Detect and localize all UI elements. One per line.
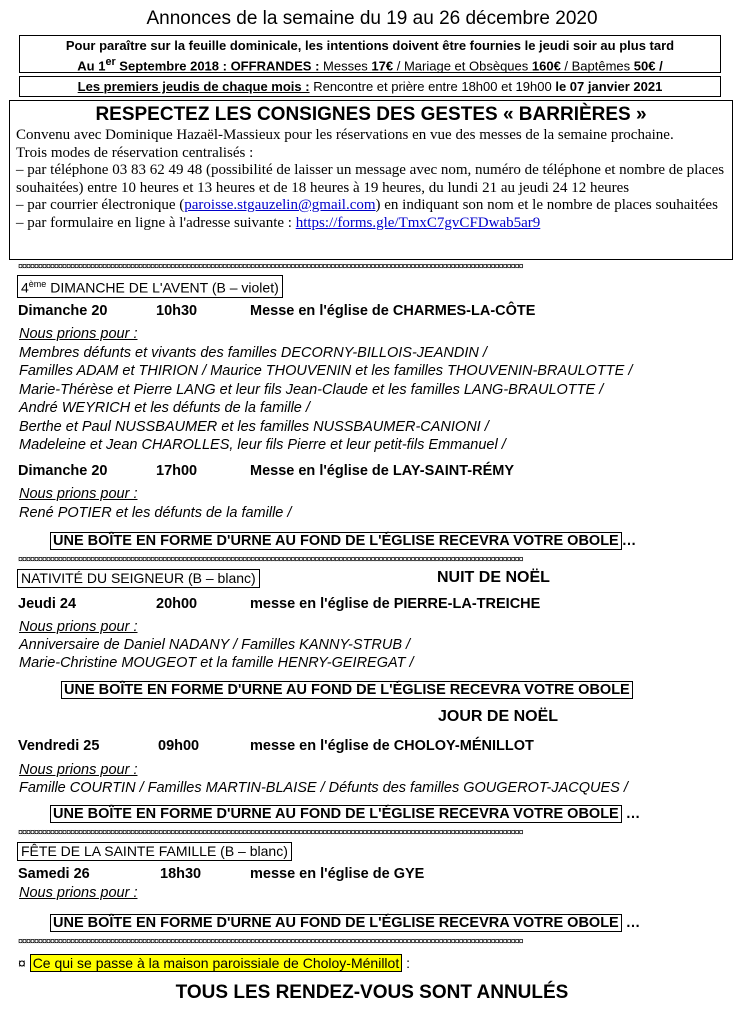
intentions-list: René POTIER et les défunts de la famille / [19, 505, 292, 521]
notice-line1: Pour paraître sur la feuille dominicale, les intentions doivent être fournies le jeudi soir au plus tard [65, 38, 675, 53]
form-link[interactable]: https://forms.gle/TmxC7gvCFDwab5ar9 [295, 214, 541, 231]
maison-highlight: Ce qui se passe à la maison paroissiale de Choloy-Ménillot [30, 954, 403, 972]
separator: ¤¤¤¤¤¤¤¤¤¤¤¤¤¤¤¤¤¤¤¤¤¤¤¤¤¤¤¤¤¤¤¤¤¤¤¤¤¤¤¤¤¤¤¤¤¤¤¤¤¤¤¤¤¤¤¤¤¤¤¤¤¤¤¤¤¤¤¤¤¤¤¤¤¤¤¤¤¤¤¤¤¤¤¤¤¤¤¤¤¤¤¤¤¤¤¤¤¤¤¤¤¤¤¤¤¤¤¤¤¤¤¤¤¤¤¤¤¤¤¤¤¤¤¤¤¤ [18, 262, 523, 270]
intentions-list: Famille COURTIN / Familles MARTIN-BLAISE / Défunts des familles GOUGEROT-JACQUES / [19, 780, 628, 796]
jour-de-noel-heading: JOUR DE NOËL [438, 708, 559, 725]
consignes-heading: RESPECTEZ LES CONSIGNES DES GESTES « BARRIÈRES » [95, 104, 647, 125]
separator: ¤¤¤¤¤¤¤¤¤¤¤¤¤¤¤¤¤¤¤¤¤¤¤¤¤¤¤¤¤¤¤¤¤¤¤¤¤¤¤¤¤¤¤¤¤¤¤¤¤¤¤¤¤¤¤¤¤¤¤¤¤¤¤¤¤¤¤¤¤¤¤¤¤¤¤¤¤¤¤¤¤¤¤¤¤¤¤¤¤¤¤¤¤¤¤¤¤¤¤¤¤¤¤¤¤¤¤¤¤¤¤¤¤¤¤¤¤¤¤¤¤¤¤¤¤¤ [18, 555, 523, 563]
urne-notice: UNE BOÎTE EN FORME D'URNE AU FOND DE L'ÉGLISE RECEVRA VOTRE OBOLE [61, 681, 633, 699]
nuit-de-noel-heading: NUIT DE NOËL [437, 569, 550, 586]
consignes-phone: – par téléphone 03 83 62 49 48 (possibilité de laisser un message avec nom, numéro de téléphone et nombre de places souhaitées) entre 10 heures et 13 heures et de 18 heures à 19 heures, du lundi 21 au jeudi 24 12 heures [16, 162, 725, 196]
consignes-p1: Convenu avec Dominique Hazaël-Massieux pour les réservations en vue des messes de la semaine prochaine. [16, 127, 674, 143]
urne-notice: UNE BOÎTE EN FORME D'URNE AU FOND DE L'ÉGLISE RECEVRA VOTRE OBOLE … [50, 914, 640, 932]
separator: ¤¤¤¤¤¤¤¤¤¤¤¤¤¤¤¤¤¤¤¤¤¤¤¤¤¤¤¤¤¤¤¤¤¤¤¤¤¤¤¤¤¤¤¤¤¤¤¤¤¤¤¤¤¤¤¤¤¤¤¤¤¤¤¤¤¤¤¤¤¤¤¤¤¤¤¤¤¤¤¤¤¤¤¤¤¤¤¤¤¤¤¤¤¤¤¤¤¤¤¤¤¤¤¤¤¤¤¤¤¤¤¤¤¤¤¤¤¤¤¤¤¤¤¤¤¤ [18, 937, 523, 945]
nous-prions-label: Nous prions pour : [19, 619, 138, 635]
nativite-label: NATIVITÉ DU SEIGNEUR (B – blanc) [17, 569, 260, 588]
urne-notice: UNE BOÎTE EN FORME D'URNE AU FOND DE L'ÉGLISE RECEVRA VOTRE OBOLE … [50, 805, 640, 823]
intentions-list: Membres défunts et vivants des familles DECORNY-BILLOIS-JEANDIN / Familles ADAM et THIRION / Maurice THOUVENIN et les familles THOUVENIN-BRAULOTTE / Marie-Thérèse et Pierre LANG et leur fils Jean-Claude et les familles LANG-BRAULOTTE / André WEYRICH et les défunts de la famille / Berthe et Paul NUSSBAUMER et les familles NUSSBAUMER-CANIONI / Madeleine et Jean CHAROLLES, leur fils Pierre et leur petit-fils Emmanuel / [19, 345, 633, 454]
consignes-email: – par courrier électronique (paroisse.stgauzelin@gmail.com) en indiquant son nom et le nombre de places souhaitées [16, 197, 718, 213]
annulation-heading: TOUS LES RENDEZ-VOUS SONT ANNULÉS [175, 982, 569, 1003]
premiers-jeudis-label: Les premiers jeudis de chaque mois : [77, 79, 310, 94]
nous-prions-label: Nous prions pour : [19, 762, 138, 778]
nous-prions-label: Nous prions pour : [19, 326, 138, 342]
page-title: Annonces de la semaine du 19 au 26 décembre 2020 [146, 8, 598, 29]
consignes-p2: Trois modes de réservation centralisés : [16, 144, 254, 161]
intentions-list: Anniversaire de Daniel NADANY / Familles KANNY-STRUB / Marie-Christine MOUGEOT et la famille HENRY-GEIREGAT / [19, 637, 414, 672]
nous-prions-label: Nous prions pour : [19, 486, 138, 502]
consignes-box [9, 100, 733, 260]
consignes-form: – par formulaire en ligne à l'adresse suivante : https://forms.gle/TmxC7gvCFDwab5ar9 [16, 214, 541, 231]
maison-paroissiale-line: ¤ Ce qui se passe à la maison paroissiale de Choloy-Ménillot : [18, 955, 410, 971]
urne-notice: UNE BOÎTE EN FORME D'URNE AU FOND DE L'ÉGLISE RECEVRA VOTRE OBOLE … [50, 532, 636, 550]
notice-box [19, 35, 721, 73]
nous-prions-label: Nous prions pour : [19, 885, 138, 901]
email-link[interactable]: paroisse.stgauzelin@gmail.com [184, 197, 376, 213]
sainte-famille-label: FÊTE DE LA SAINTE FAMILLE (B – blanc) [17, 842, 292, 861]
separator: ¤¤¤¤¤¤¤¤¤¤¤¤¤¤¤¤¤¤¤¤¤¤¤¤¤¤¤¤¤¤¤¤¤¤¤¤¤¤¤¤¤¤¤¤¤¤¤¤¤¤¤¤¤¤¤¤¤¤¤¤¤¤¤¤¤¤¤¤¤¤¤¤¤¤¤¤¤¤¤¤¤¤¤¤¤¤¤¤¤¤¤¤¤¤¤¤¤¤¤¤¤¤¤¤¤¤¤¤¤¤¤¤¤¤¤¤¤¤¤¤¤¤¤¤¤¤ [18, 828, 523, 836]
premiers-jeudis-box: Les premiers jeudis de chaque mois : Rencontre et prière entre 18h00 et 19h00 le 07 janvier 2021 [19, 76, 721, 97]
avent-label: 4ème DIMANCHE DE L'AVENT (B – violet) [17, 275, 283, 298]
notice-line2: Au 1er Septembre 2018 : OFFRANDES : Messes 17€ / Mariage et Obsèques 160€ / Baptêmes 50€ / [77, 56, 663, 74]
